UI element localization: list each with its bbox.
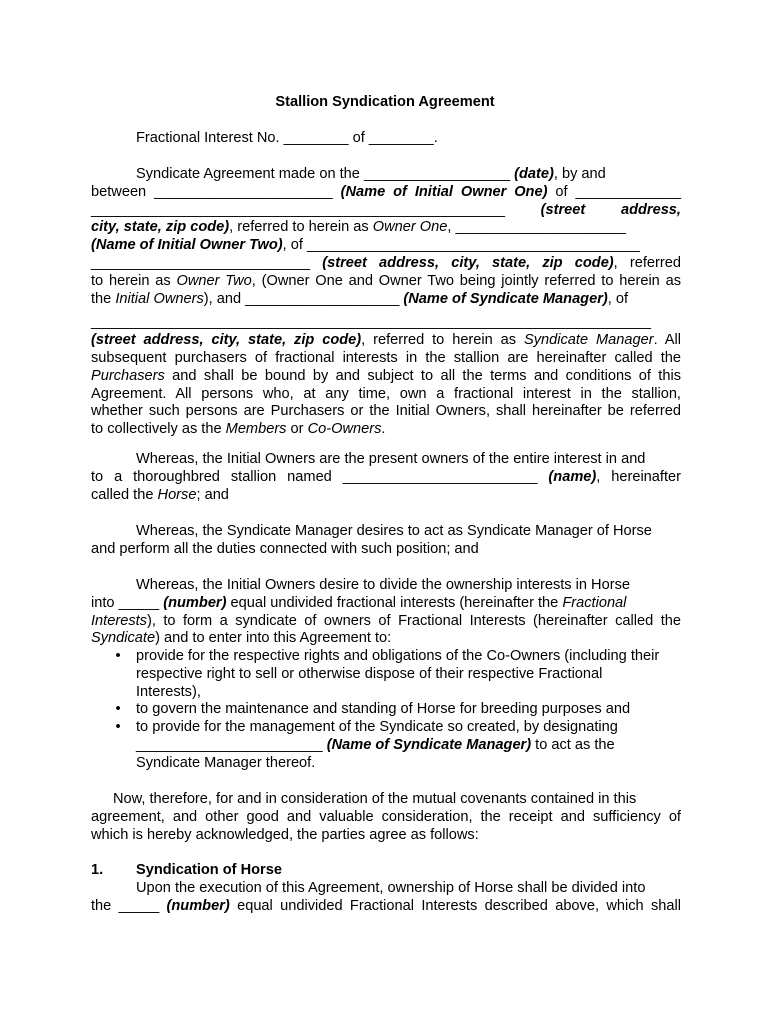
bullet-item: • provide for the respective rights and obligations of the Co-Owners (including their respective right to sell or otherwise dispose of their respective Fractional Interests), <box>91 648 681 701</box>
bullet-item: • to govern the maintenance and standing of Horse for breeding purposes and <box>91 701 681 719</box>
purpose-bullet-list <box>91 648 681 773</box>
fractional-interest-line: Fractional Interest No. ________ of ________. <box>136 130 438 146</box>
section-1: 1. Syndication of Horse Upon the execution of this Agreement, ownership of Horse shall be divided into the _____ (number) equal undivided Fractional Interests described above, which shall <box>91 862 681 914</box>
bullet-icon: • <box>115 701 121 718</box>
paragraph-whereas-divide: Whereas, the Initial Owners desire to divide the ownership interests in Horse into _____ (number) equal undivided fractional interests (hereinafter the Fractional Interests), to form a syndicate of owners of Fractional Interests (hereinafter called the Syndicate) and to enter into this Agreement to: <box>91 577 681 647</box>
document-title: Stallion Syndication Agreement <box>275 94 495 110</box>
paragraph-whereas-owners: Whereas, the Initial Owners are the present owners of the entire interest in and to a thoroughbred stallion named ________________________ (name), hereinafter called the Horse; and <box>91 451 681 503</box>
section-1-heading: 1. Syndication of Horse <box>91 862 282 878</box>
paragraph-now-therefore: Now, therefore, for and in consideration of the mutual covenants contained in this agreement, and other good and valuable consideration, the receipt and sufficiency of which is hereby acknowledged, the parties agree as follows: <box>91 791 681 843</box>
bullet-item: • to provide for the management of the Syndicate so created, by designating _______________________ (Name of Syndicate Manager) to act as the Syndicate Manager thereof. <box>91 719 681 772</box>
bullet-icon: • <box>115 719 121 736</box>
paragraph-parties: Syndicate Agreement made on the __________________ (date), by and between ______________________ (Name of Initial Owner One) of _____________ ___________________________________________________ (street address, city, state, zip code), referred to herein as Owner One, _____________________ (Name of Initial Owner Two), of _________________________________________ ___________________________ (street address, city, state, zip code), referred to herein as Owner Two, (Owner One and Owner Two being jointly referred to herein as the Initial Owners), and ___________________ (Name of Syndicate Manager), of _____________________________________________________________________ (street address, city, state, zip code), referred to herein as Syndicate Manager. All subsequent purchasers of fractional interests in the stallion are hereinafter called the Purchasers and shall be bound by and subject to all the terms and conditions of this Agreement. All persons who, at any time, own a fractional interest in the stallion, whether such persons are Purchasers or the Initial Owners, shall hereinafter be referred to collectively as the Members or Co-Owners. <box>91 166 681 438</box>
bullet-icon: • <box>115 648 121 664</box>
paragraph-whereas-manager: Whereas, the Syndicate Manager desires to act as Syndicate Manager of Horse and perform all the duties connected with such position; and <box>91 523 652 557</box>
